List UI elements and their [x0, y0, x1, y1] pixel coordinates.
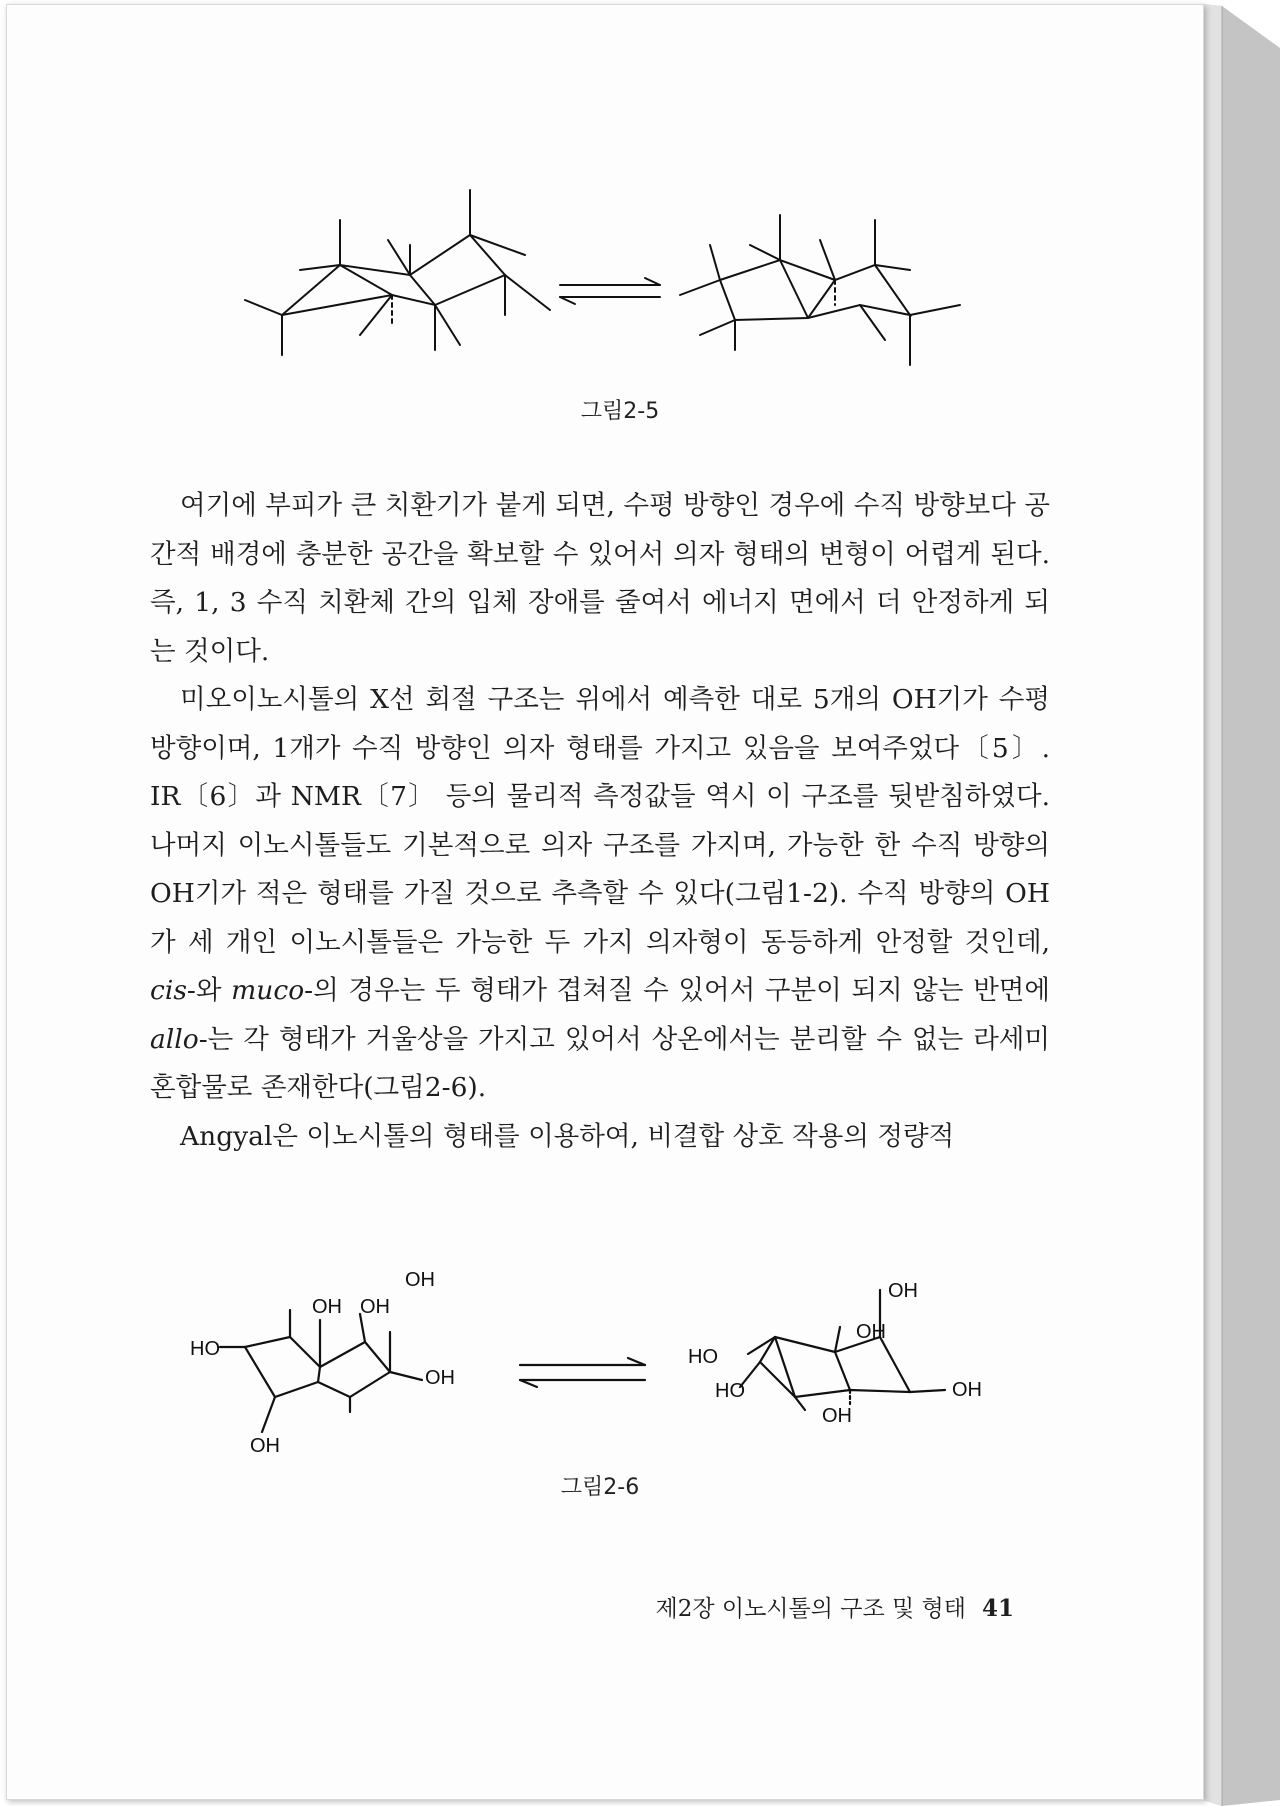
oh-label: OH [888, 1280, 918, 1302]
page-number: 41 [981, 1595, 1014, 1622]
paragraph-3: Angyal은 이노시톨의 형태를 이용하여, 비결합 상호 작용의 정량적 [180, 1120, 955, 1152]
oh-label: OH [425, 1367, 455, 1389]
paragraph-1: 여기에 부피가 큰 치환기가 붙게 되면, 수평 방향인 경우에 수직 방향보다 공간적 배경에 충분한 공간을 확보할 수 있어서 의자 형태의 변형이 어렵게 된다. 즉, 1, 3 수직 치환체 간의 입체 장애를 줄여서 에너지 면에서 더 안정하게 되는 것이다. [150, 490, 1050, 667]
ho-label: HO [715, 1380, 745, 1402]
oh-label: OH [250, 1435, 280, 1457]
oh-label: OH [312, 1296, 342, 1318]
figure-chair-equilibrium [260, 200, 980, 380]
figure-inositol-structures [190, 1262, 1030, 1462]
ho-label: HO [688, 1346, 718, 1368]
oh-label: OH [360, 1296, 390, 1318]
oh-label: OH [952, 1379, 982, 1401]
body-text [150, 482, 1050, 1161]
page-footer [655, 1590, 1014, 1623]
term-muco: muco [231, 975, 305, 1006]
term-cis: cis [150, 975, 187, 1006]
paragraph-2: 미오이노시톨의 X선 회절 구조는 위에서 예측한 대로 5개의 OH기가 수평 방향이며, 1개가 수직 방향인 의자 형태를 가지고 있음을 보여주었다〔5〕. IR〔6〕과 NMR〔7〕 등의 물리적 측정값들 역시 이 구조를 뒷받침하였다. 나머지 이노시톨들도 기본적으로 의자 구조를 가지며, 가능한 한 수직 방향의 OH기가 적은 형태를 가질 것으로 추측할 수 있다(그림1-2). 수직 방향의 OH가 세 개인 이노시톨들은 가능한 두 가지 의자형이 동등하게 안정할 것인데, cis-와 muco-의 경우는 두 형태가 겹쳐질 수 있어서 구분이 되지 않는 반면에 allo-는 각 형태가 거울상을 가지고 있어서 상온에서는 분리할 수 없는 라세미 혼합물로 존재한다(그림2-6). [150, 684, 1050, 1103]
oh-label: OH [405, 1269, 435, 1291]
term-allo: allo [150, 1023, 199, 1055]
ho-label: HO [190, 1338, 220, 1360]
oh-label: OH [856, 1321, 886, 1343]
figure-caption-2-5: 그림2-5 [580, 399, 660, 424]
paragraph-2-text: 미오이노시톨의 X선 회절 구조는 위에서 예측한 대로 5개의 OH기가 수평 방향이며, 1개가 수직 방향인 의자 형태를 가지고 있음을 보여주었다〔5〕. IR〔6〕과 NMR〔7〕 등의 물리적 측정값들 역시 이 구조를 뒷받침하였다. 나머지 이노시톨들도 기본적으로 의자 구조를 가지며, 가능한 한 수직 방향의 OH기가 적은 형태를 가질 것으로 추측할 수 있다(그림1-2). 수직 방향의 OH가 세 개인 이노시톨들은 가능한 두 가지 의자형이 동등하게 안정할 것인데, [150, 684, 1050, 958]
oh-label: OH [822, 1405, 852, 1427]
chapter-title: 제2장 이노시톨의 구조 및 형태 [655, 1596, 966, 1622]
figure-caption-2-6: 그림2-6 [560, 1475, 640, 1500]
